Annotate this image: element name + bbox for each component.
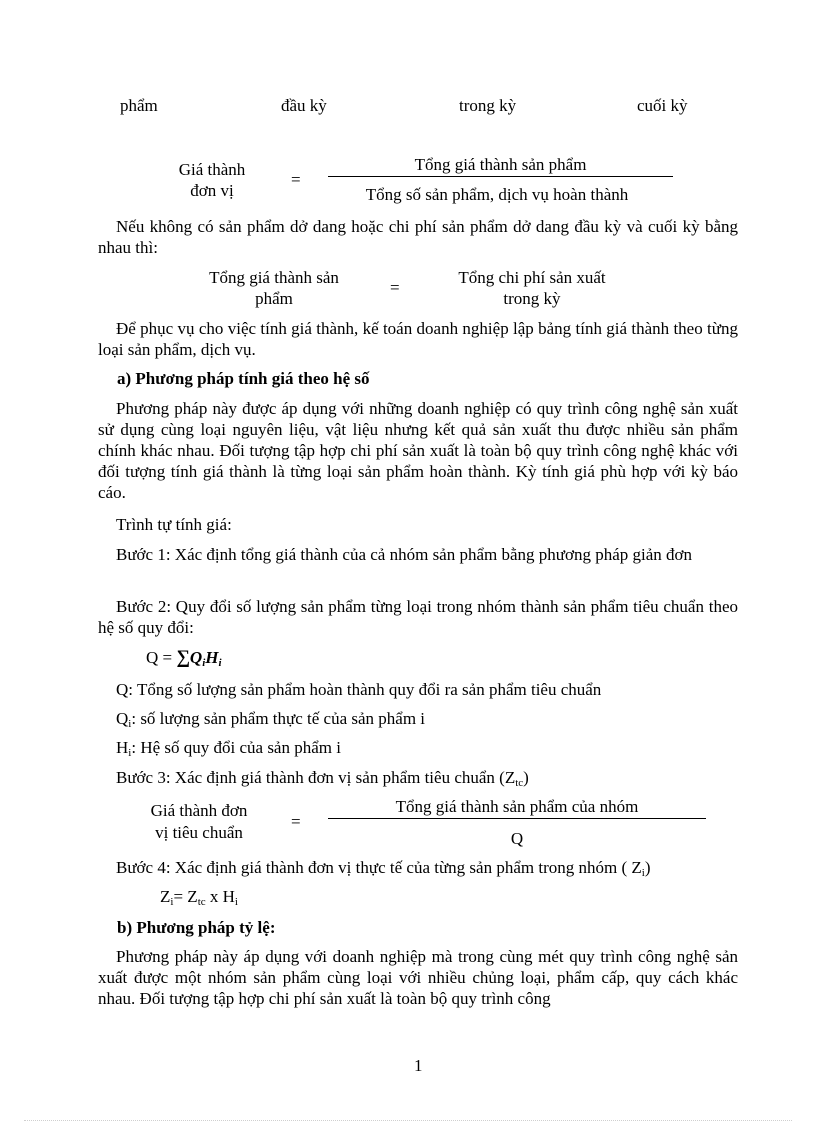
paragraph-1 — [98, 216, 738, 258]
q-formula-q: Q — [189, 648, 203, 667]
q-formula-h-sub: i — [218, 657, 222, 669]
formula2-equals: = — [390, 278, 400, 297]
step-2 — [98, 596, 738, 638]
q-formula-lhs: Q = — [146, 648, 177, 667]
definition-hi-text: : Hệ số quy đổi của sản phẩm i — [131, 738, 341, 757]
definition-qi-sub: i — [128, 718, 132, 730]
paragraph-3 — [98, 398, 738, 503]
paragraph-5 — [98, 946, 738, 1009]
zi-z-sub: i — [170, 896, 174, 908]
step-4-text: Bước 4: Xác định giá thành đơn vị thực tế của từng sản phẩm trong nhóm ( Z — [116, 858, 642, 877]
definition-qi — [116, 709, 425, 729]
formula1-fraction-line — [328, 176, 673, 177]
paragraph-3-text: Phương pháp này được áp dụng với những doanh nghiệp có quy trình công nghệ sản xuất sử dụng cùng loại nguyên liệu, vật liệu nhưng kết quả sản xuất thu được nhiều sản phẩm chính khác nhau. Đối tượng tập hợp chi phí sản xuất là toàn bộ quy trình công nghệ khác với đối tượng tính giá thành là từng loại sản phẩm hoàn thành. Kỳ tính giá phù hợp với kỳ báo cáo. — [98, 399, 738, 502]
step-4 — [116, 858, 651, 878]
definition-hi — [116, 738, 341, 758]
formula3-left-line1: Giá thành đơn — [150, 801, 248, 820]
formula3-fraction-line — [328, 818, 706, 819]
formula1-denominator: Tổng số sản phẩm, dịch vụ hoàn thành — [365, 185, 629, 204]
definition-qi-text: : số lượng sản phẩm thực tế của sản phẩm i — [131, 709, 426, 728]
definition-hi-symbol: H — [116, 738, 129, 757]
formula1-equals: = — [291, 170, 301, 189]
formula3-left-line2: vị tiêu chuẩn — [155, 823, 243, 842]
q-formula-q-sub: i — [202, 657, 206, 669]
zi-x-h: x H — [205, 887, 235, 906]
step-4-sub: i — [641, 867, 645, 879]
paragraph-1-text: Nếu không có sản phẩm dở dang hoặc chi phí sản phẩm dở dang đầu kỳ và cuối kỳ bằng nhau thì: — [98, 217, 738, 257]
formula1-left-line2: đơn vị — [190, 181, 234, 200]
formula3-equals: = — [291, 812, 301, 831]
formula1-left-line1: Giá thành — [178, 160, 246, 179]
zi-eq: = Z — [173, 887, 198, 906]
definition-hi-sub: i — [128, 747, 132, 759]
formula1-numerator: Tổng giá thành sản phẩm — [414, 155, 587, 174]
step-3-close: ) — [523, 768, 529, 787]
definition-qi-symbol: Q — [116, 709, 129, 728]
paragraph-2 — [98, 318, 738, 360]
step-3-sub: tc — [515, 777, 524, 789]
step-1 — [98, 544, 738, 565]
top-row-item-2: đầu kỳ — [281, 96, 327, 115]
formula2-right-line2: trong kỳ — [503, 289, 561, 308]
formula2-right-line1: Tổng chi phí sản xuất — [458, 268, 606, 287]
formula2-left-line2: phẩm — [255, 289, 293, 308]
zi-z: Z — [160, 887, 171, 906]
step-1-text: Bước 1: Xác định tổng giá thành của cả nhóm sản phẩm bằng phương pháp giản đơn — [116, 545, 693, 564]
step-4-close: ) — [644, 858, 651, 877]
top-row-item-1: phẩm — [120, 96, 158, 115]
paragraph-4: Trình tự tính giá: — [116, 515, 232, 534]
q-formula-h: H — [205, 648, 219, 667]
q-formula — [146, 647, 222, 669]
top-row-item-4: cuối kỳ — [637, 96, 688, 115]
formula3-numerator: Tổng giá thành sản phẩm của nhóm — [395, 797, 639, 816]
paragraph-2-text: Để phục vụ cho việc tính giá thành, kế toán doanh nghiệp lập bảng tính giá thành theo từng loại sản phẩm, dịch vụ. — [98, 319, 738, 359]
formula2-left-line1: Tổng giá thành sản — [209, 268, 339, 287]
step-2-text: Bước 2: Quy đổi số lượng sản phẩm từng loại trong nhóm thành sản phẩm tiêu chuẩn theo hệ số quy đổi: — [98, 597, 738, 637]
zi-h-sub: i — [234, 896, 238, 908]
sum-symbol: ∑ — [176, 647, 190, 668]
zi-tc-sub: tc — [197, 896, 206, 908]
top-row-item-3: trong kỳ — [459, 96, 517, 115]
heading-a: a) Phương pháp tính giá theo hệ số — [117, 369, 370, 388]
page-bottom-border — [24, 1120, 792, 1121]
step-3-text: Bước 3: Xác định giá thành đơn vị sản phẩm tiêu chuẩn (Z — [116, 768, 516, 787]
heading-b: b) Phương pháp tỷ lệ: — [117, 918, 276, 937]
definition-q: Q: Tổng số lượng sản phẩm hoàn thành quy đổi ra sản phẩm tiêu chuẩn — [116, 680, 602, 699]
paragraph-5-text: Phương pháp này áp dụng với doanh nghiệp mà trong cùng mét quy trình công nghệ sản xuất được một nhóm sản phẩm cùng loại với nhiều chủng loại, phẩm cấp, quy cách khác nhau. Đối tượng tập hợp chi phí sản xuất là toàn bộ quy trình công — [98, 947, 738, 1008]
zi-formula — [160, 887, 238, 907]
step-3 — [116, 768, 529, 788]
formula3-denominator: Q — [510, 829, 524, 848]
page-number: 1 — [414, 1056, 423, 1075]
